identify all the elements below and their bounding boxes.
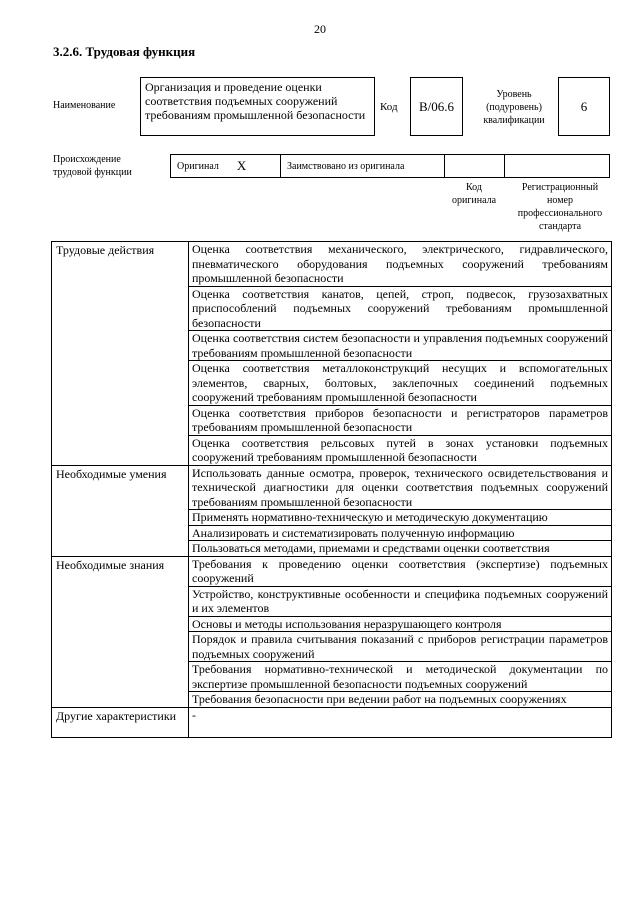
section-label: Другие характеристики	[52, 707, 189, 737]
list-item: Требования нормативно-технической и методической документации по экспертизе промышленной безопасности подъемных сооружений	[189, 662, 612, 692]
origin-row	[170, 154, 610, 178]
code-value: B/06.6	[410, 77, 463, 136]
section-title: 3.2.6. Трудовая функция	[53, 44, 196, 59]
reg-number-cell	[504, 155, 610, 177]
reg-number-caption: Регистрационный номер профессионального стандарта	[517, 182, 603, 232]
list-item: Оценка соответствия канатов, цепей, строп, подвесок, грузозахватных приспособлений подъемных сооружений требованиям промышленной безопасности	[189, 286, 612, 331]
qualification-level-value: 6	[558, 77, 610, 136]
origin-label: Происхождение трудовой функции	[53, 154, 132, 178]
list-item: Оценка соответствия систем безопасности и управления подъемных сооружений требованиям промышленной безопасности	[189, 331, 612, 361]
list-item: Порядок и правила считывания показаний с приборов регистрации параметров подъемных сооружений	[189, 632, 612, 662]
section-label: Необходимые умения	[52, 465, 189, 556]
list-item: Оценка соответствия приборов безопасности и регистраторов параметров требованиям промышленной безопасности	[189, 405, 612, 435]
list-item: Основы и методы использования неразрушающего контроля	[189, 616, 612, 632]
list-item: Применять нормативно-техническую и методическую документацию	[189, 510, 612, 526]
table-row	[52, 242, 612, 287]
code-original-cell	[444, 155, 504, 177]
function-details-table	[51, 241, 612, 738]
list-item: Оценка соответствия механического, электрического, гидравлического, пневматического оборудования подъемных сооружений требованиям промышленной безопасности	[189, 242, 612, 287]
list-item: Использовать данные осмотра, проверок, технического освидетельствования и технической диагностики для оценки соответствия подъемных сооружений требованиям промышленной безопасности	[189, 465, 612, 510]
original-mark: X	[236, 158, 247, 173]
qualification-level-label: Уровень (подуровень) квалификации	[483, 89, 545, 126]
function-name-value: Организация и проведение оценки соответствия подъемных сооружений требованиям промышленной безопасности	[140, 77, 375, 136]
table-row	[52, 465, 612, 510]
list-item: Пользоваться методами, приемами и средствами оценки соответствия	[189, 541, 612, 557]
name-label: Наименование	[53, 100, 116, 111]
list-item: -	[189, 707, 612, 737]
list-item: Требования к проведению оценки соответствия (экспертизе) подъемных сооружений	[189, 556, 612, 586]
section-label: Трудовые действия	[52, 242, 189, 466]
original-label: Оригинал	[177, 160, 219, 172]
table-row	[52, 707, 612, 737]
code-original-caption: Код оригинала	[451, 182, 497, 206]
code-label: Код	[380, 101, 398, 113]
list-item: Оценка соответствия металлоконструкций несущих и вспомогательных элементов, сварных, болтовых, заклепочных соединений подъемных сооружений требованиям промышленной безопасности	[189, 361, 612, 406]
section-label: Необходимые знания	[52, 556, 189, 707]
origin-borrowed-cell	[280, 155, 444, 177]
list-item: Анализировать и систематизировать полученную информацию	[189, 525, 612, 541]
page-number: 20	[314, 22, 326, 36]
borrowed-label: Заимствовано из оригинала	[287, 160, 405, 172]
list-item: Устройство, конструктивные особенности и специфика подъемных сооружений и их элементов	[189, 586, 612, 616]
origin-original-cell	[170, 155, 280, 177]
table-row	[52, 556, 612, 586]
list-item: Требования безопасности при ведении работ на подъемных сооружениях	[189, 692, 612, 708]
list-item: Оценка соответствия рельсовых путей в зонах установки подъемных сооружений требованиям промышленной безопасности	[189, 435, 612, 465]
